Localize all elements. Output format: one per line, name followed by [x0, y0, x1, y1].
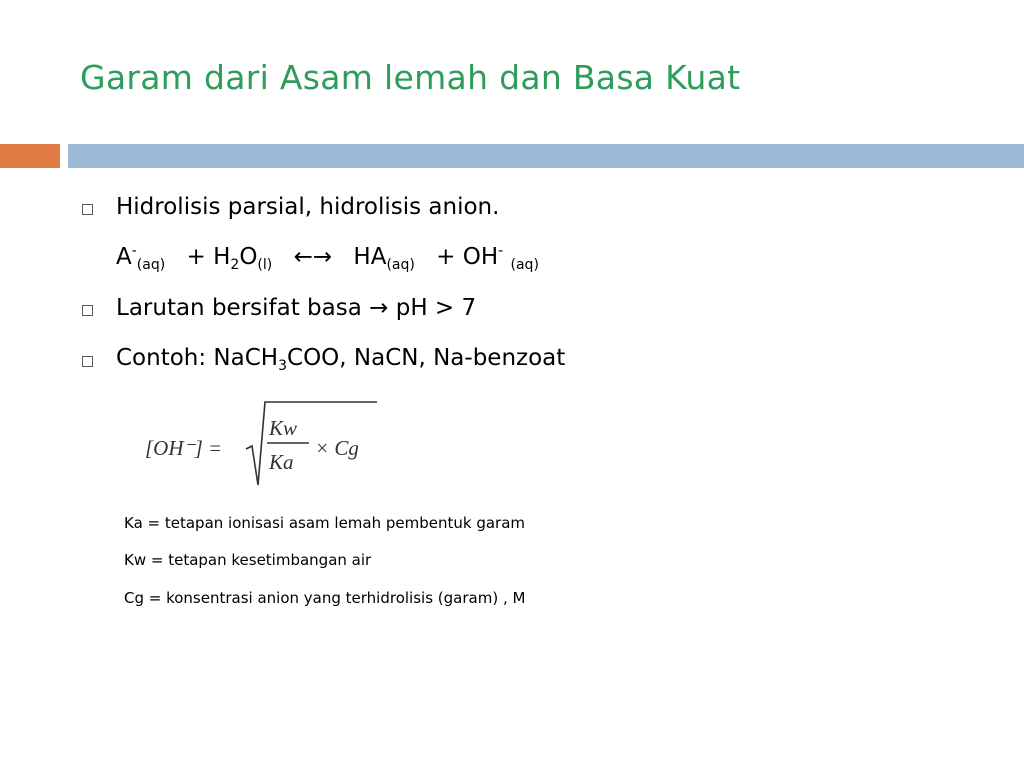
eq-anion-charge: - [131, 243, 137, 259]
hydrolysis-equation [116, 243, 539, 273]
bullet-text-ph: pH > 7 [395, 295, 477, 321]
definition-ka: Ka = tetapan ionisasi asam lemah pembentuk garam [124, 514, 526, 532]
formula-times-cg: × Cg [315, 436, 359, 460]
definition-kw: Kw = tetapan kesetimbangan air [124, 551, 372, 569]
eq-hydroxide-charge: - [498, 243, 504, 259]
eq-water-state: (l) [257, 257, 273, 273]
bullet-square-icon [82, 356, 93, 367]
bullet-square-icon [82, 204, 93, 215]
hydroxide-formula [145, 397, 385, 492]
slide-title: Garam dari Asam lemah dan Basa Kuat [80, 58, 741, 97]
bullet-contoh [116, 345, 565, 374]
eq-hydroxide-state: (aq) [510, 257, 539, 273]
formula-denominator: Ka [269, 450, 294, 474]
bullet-square-icon [82, 305, 93, 316]
formula-lhs: [OH⁻] = [145, 436, 223, 460]
definition-cg: Cg = konsentrasi anion yang terhidrolisis (garam) , M [124, 589, 526, 607]
eq-anion-state: (aq) [136, 257, 166, 273]
bullet-hidrolisis [116, 194, 499, 220]
eq-water-h: + H [186, 244, 231, 270]
bullet-text: Contoh: NaCH [116, 345, 279, 371]
bullet-text-sub: 3 [278, 358, 288, 374]
eq-hydroxide: + OH [436, 244, 499, 270]
eq-acid: HA [353, 244, 387, 270]
header-band-accent [0, 144, 60, 168]
eq-anion: A [116, 244, 132, 270]
eq-water-o: O [239, 244, 258, 270]
arrow-right-icon: → [369, 295, 389, 321]
bullet-text: Larutan bersifat basa [116, 295, 362, 321]
bullet-larutan-basa [116, 295, 476, 321]
header-band [68, 144, 1024, 168]
formula-numerator: Kw [269, 416, 298, 440]
bullet-text-rest: COO, NaCN, Na-benzoat [287, 345, 566, 371]
eq-acid-state: (aq) [386, 257, 415, 273]
eq-water-sub: 2 [230, 257, 240, 273]
equilibrium-arrow-icon: ←→ [293, 244, 333, 270]
bullet-text: Hidrolisis parsial, hidrolisis anion. [116, 194, 500, 220]
